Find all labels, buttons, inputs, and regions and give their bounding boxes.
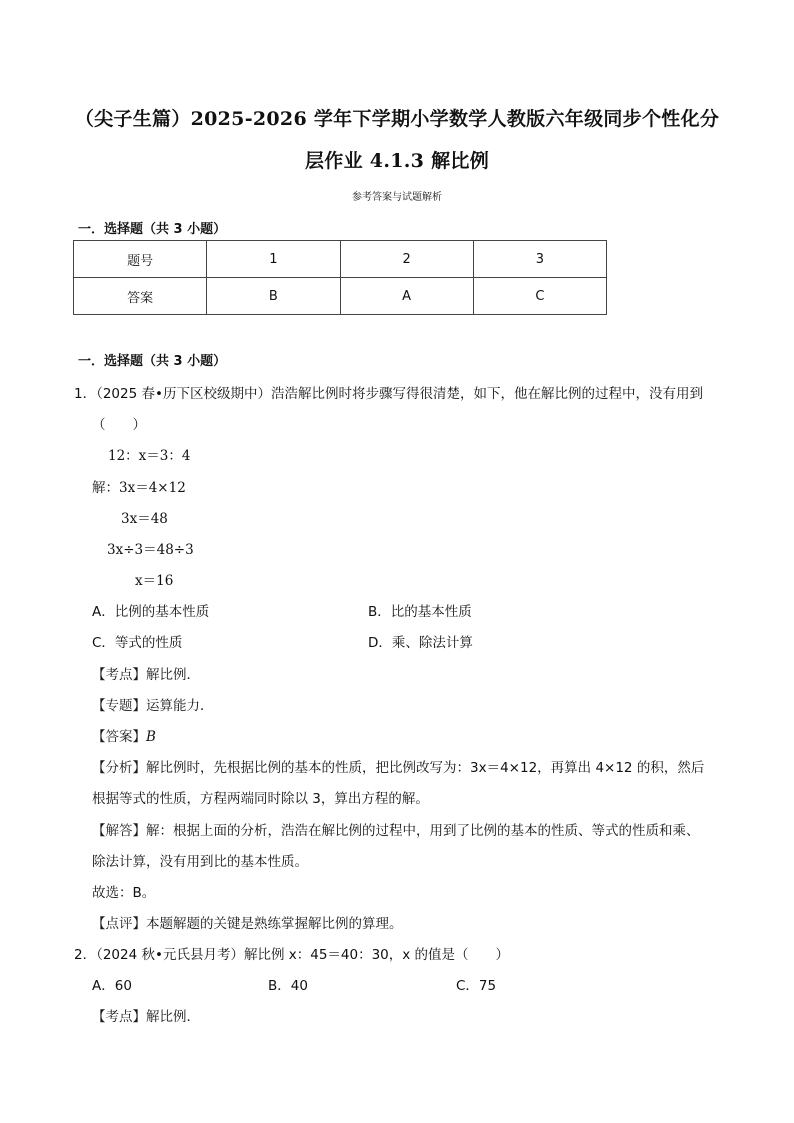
answer-section-heading: 一．选择题（共 3 小题） (78, 222, 227, 237)
daan-text: B (146, 729, 156, 745)
fenxi-tag: 【分析】 (92, 760, 146, 776)
q1-stem: 1．（2025 春•历下区校级期中）浩浩解比例时将步骤写得很清楚，如下，他在解比例的过程中，没有用到 (74, 386, 703, 402)
zhuanti-text: 运算能力． (146, 698, 214, 714)
jieda-tag: 【解答】 (92, 823, 146, 839)
table-cell: A (340, 278, 473, 315)
detail-section-heading: 一．选择题（共 3 小题） (78, 354, 227, 369)
q1-work-line: 解：3x＝4×12 (92, 480, 186, 496)
document-title-line2: 层作业 4.1.3 解比例 (304, 150, 490, 172)
q1-zhuanti (92, 694, 214, 714)
q1-guxuan: 故选：B。 (92, 885, 156, 901)
q1-work-line: 12：x＝3：4 (108, 448, 191, 464)
q1-option-a: A．比例的基本性质 (92, 604, 210, 620)
jieda-text: 解：根据上面的分析，浩浩在解比例的过程中，用到了比例的基本的性质、等式的性质和乘、 (146, 823, 700, 839)
table-cell: 1 (207, 241, 340, 278)
answer-table (73, 240, 607, 315)
q1-kaodian (92, 663, 200, 683)
q1-jieda-cont: 除法计算，没有用到比的基本性质。 (92, 854, 308, 870)
table-cell: B (207, 278, 340, 315)
q2-option-a: A．60 (92, 978, 132, 994)
q1-daan (92, 725, 156, 745)
daan-tag: 【答案】 (92, 729, 146, 745)
q1-fenxi-cont: 根据等式的性质，方程两端同时除以 3，算出方程的解。 (92, 791, 429, 807)
q1-work-line: 3x÷3＝48÷3 (107, 542, 194, 558)
document-title-line1: （尖子生篇）2025-2026 学年下学期小学数学人教版六年级同步个性化分 (74, 108, 720, 130)
table-row (74, 278, 607, 315)
q2-stem: 2．（2024 秋•元氏县月考）解比例 x：45＝40：30，x 的值是（ ） (74, 947, 510, 963)
q1-jieda (92, 819, 700, 839)
table-cell: 2 (340, 241, 473, 278)
q2-option-c: C．75 (456, 978, 497, 994)
document-subtitle: 参考答案与试题解析 (352, 192, 442, 203)
kaodian-text: 解比例． (146, 1009, 200, 1025)
fenxi-text: 解比例时，先根据比例的基本的性质，把比例改写为：3x＝4×12，再算出 4×12 的积，然后 (146, 760, 705, 776)
dianping-text: 本题解题的关键是熟练掌握解比例的算理。 (146, 916, 403, 932)
q1-fenxi (92, 756, 704, 776)
q1-option-c: C．等式的性质 (92, 635, 183, 651)
q1-option-b: B．比的基本性质 (368, 604, 472, 620)
dianping-tag: 【点评】 (92, 916, 146, 932)
q1-work-line: 3x＝48 (121, 511, 168, 527)
q2-kaodian (92, 1005, 200, 1025)
table-cell: C (473, 278, 606, 315)
q1-blank: （ ） (92, 417, 146, 433)
kaodian-text: 解比例． (146, 667, 200, 683)
kaodian-tag: 【考点】 (92, 667, 146, 683)
table-cell: 答案 (74, 278, 207, 315)
zhuanti-tag: 【专题】 (92, 698, 146, 714)
table-cell: 题号 (74, 241, 207, 278)
table-cell: 3 (473, 241, 606, 278)
q2-option-b: B．40 (268, 978, 308, 994)
q1-work-line: x＝16 (135, 573, 174, 589)
table-row (74, 241, 607, 278)
q1-option-d: D．乘、除法计算 (368, 635, 473, 651)
q1-dianping (92, 912, 403, 932)
kaodian-tag: 【考点】 (92, 1009, 146, 1025)
